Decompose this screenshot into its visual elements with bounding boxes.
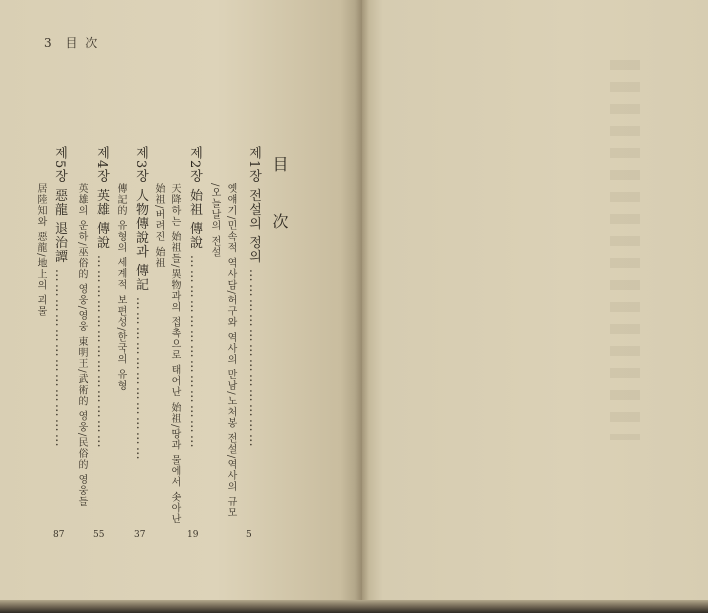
chapter-4-leader: ………………………………… [94, 254, 109, 450]
toc-chapter-3[interactable] [131, 146, 150, 462]
running-head [44, 34, 105, 51]
show-through-shadow [610, 60, 640, 440]
chapter-1-subtitle-line-1: 옛얘기/민속적 역사담/허구와 역사의 만남/노처봉 전설/역사의 규모 [225, 183, 236, 519]
toc-chapter-1[interactable] [244, 146, 263, 449]
chapter-1-heading: 제1장 전설의 정의 [246, 146, 261, 264]
chapter-5-leader: ……………………………… [52, 268, 67, 449]
chapter-2-subtitle-line-1: 天降하는 始祖들/異物과의 접촉으로 태어난 始祖/땅과 물에서 솟아난 [169, 183, 180, 525]
running-head-title: 目 次 [65, 36, 100, 50]
chapter-4-heading: 제4장 英雄 傳說 [94, 146, 109, 250]
chapter-1-subtitle-line-2: /오늘날의 전설 [209, 183, 220, 258]
toc-chapter-2[interactable] [185, 146, 204, 450]
chapter-5-heading: 제5장 惡龍 退治譚 [52, 146, 67, 264]
book-gutter [355, 0, 369, 605]
chapter-5-subtitle-line-1: 居陸知와 惡龍/地上의 괴물 [35, 183, 46, 317]
chapter-2-page-number: 19 [187, 530, 199, 540]
toc-chapter-4[interactable] [92, 146, 111, 450]
chapter-2-leader: ………………………………… [187, 254, 202, 450]
chapter-3-leader: …………………………… [133, 296, 148, 462]
chapter-4-subtitle-line-1: 英雄의 운하/巫俗的 영웅/영웅 東明王/武術的 영웅/民俗的 영웅들 [76, 183, 87, 508]
running-head-page-number: 3 [44, 36, 54, 50]
chapter-1-page-number: 5 [246, 530, 252, 540]
chapter-2-subtitle-line-2: 始祖/버려진 始祖 [153, 183, 164, 269]
chapter-1-leader: ……………………………… [246, 268, 261, 449]
toc-chapter-5[interactable] [50, 146, 69, 449]
page-bottom-edge [0, 600, 708, 613]
chapter-3-heading: 제3장 人物傳說과 傳記 [133, 146, 148, 292]
right-page [362, 0, 708, 605]
chapter-4-page-number: 55 [93, 530, 105, 540]
chapter-3-page-number: 37 [134, 530, 146, 540]
chapter-3-subtitle-line-1: 傳記的 유형의 세계적 보편성/한국의 유형 [115, 183, 126, 392]
chapter-5-page-number: 87 [53, 530, 65, 540]
chapter-2-heading: 제2장 始祖 傳說 [187, 146, 202, 250]
toc-title: 目 次 [270, 156, 289, 248]
